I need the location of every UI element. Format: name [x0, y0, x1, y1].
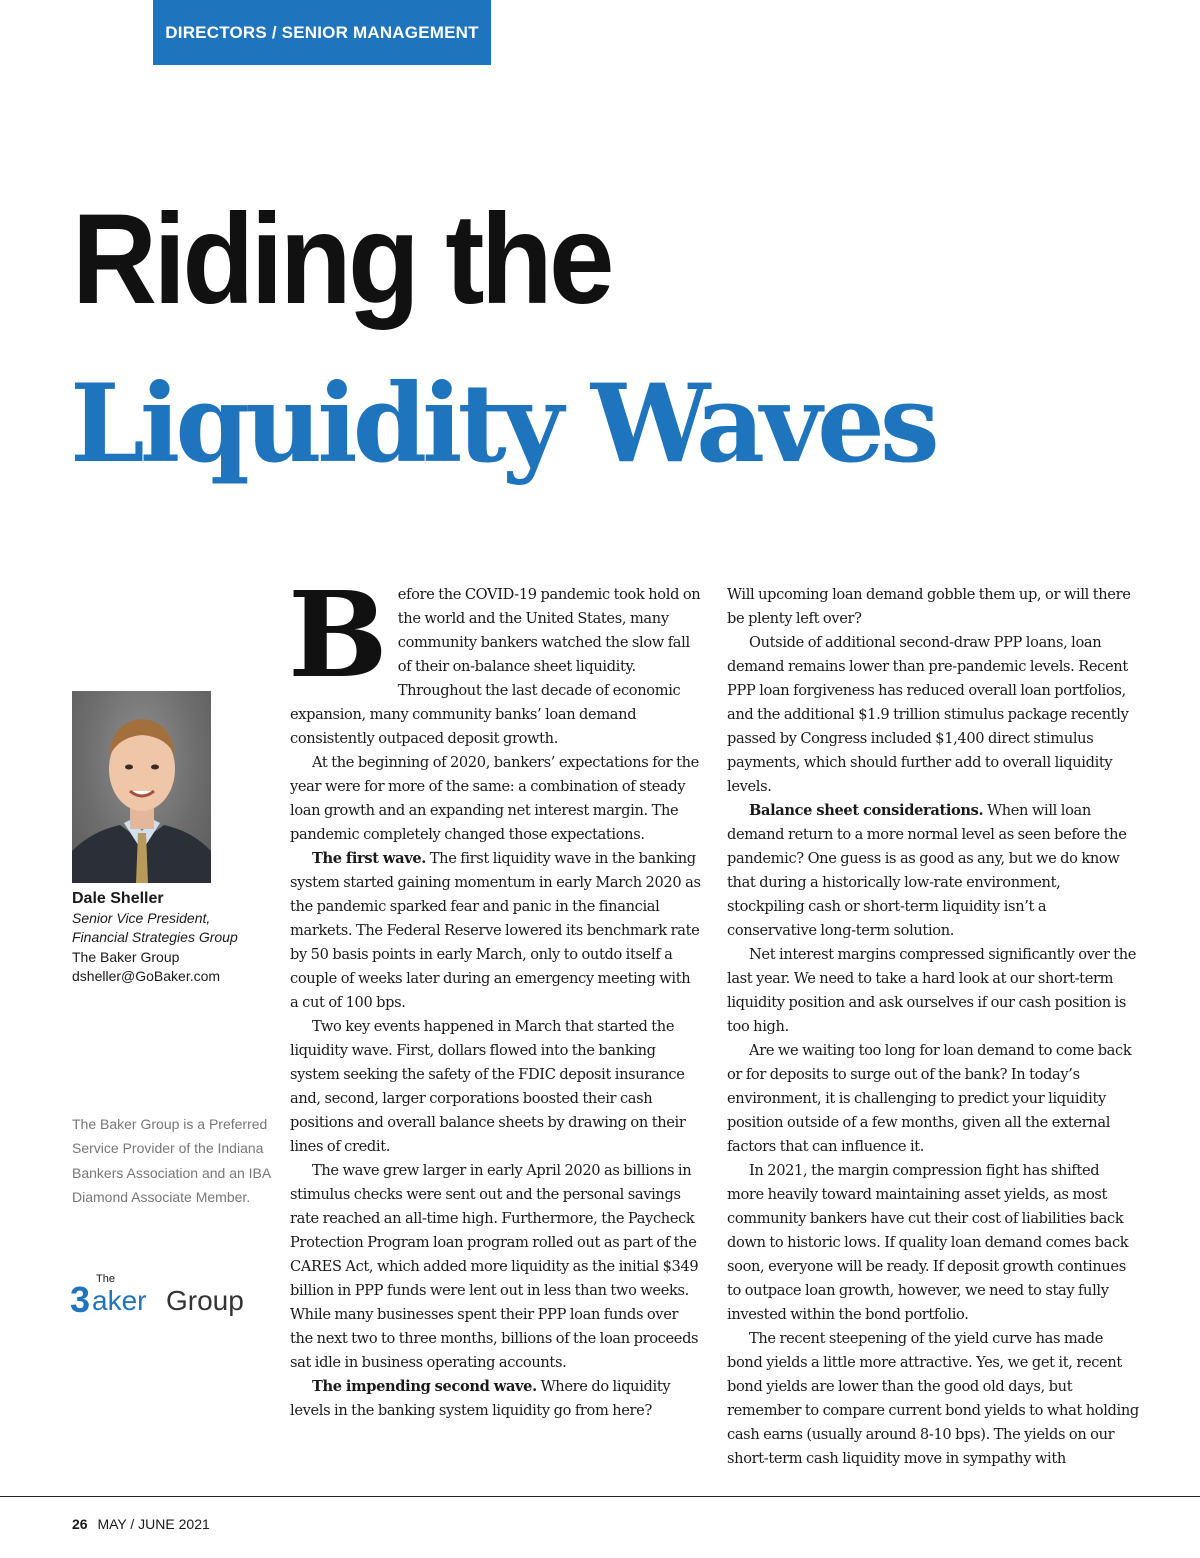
- author-name: Dale Sheller: [72, 890, 164, 907]
- page-number: 26: [72, 1516, 88, 1532]
- page-footer: [72, 1516, 210, 1532]
- headline-line-1: Riding the: [72, 188, 611, 331]
- paragraph-10: Net interest margins compressed significantly over the last year. We need to take a hard look at our short-term liquidity position and ask ourselves if our cash position is too high.: [727, 946, 1137, 1035]
- subhead-second-wave: The impending second wave.: [312, 1378, 537, 1395]
- paragraph-12: In 2021, the margin compression fight has shifted more heavily toward maintaining asset yields, as most community bankers have cut their cost of liabilities back down to historic lows. If quality loan demand comes back soon, everyone will be ready. If deposit growth continues to outpace loan growth, however, we need to stay fully invested within the bond portfolio.: [727, 1162, 1129, 1323]
- author-title-1: Senior Vice President,: [72, 909, 211, 926]
- svg-text:aker: aker: [92, 1285, 147, 1316]
- section-label: DIRECTORS / SENIOR MANAGEMENT: [153, 0, 491, 65]
- paragraph-7: Will upcoming loan demand gobble them up, or will there be plenty left over?: [727, 586, 1131, 627]
- article-column-2: [727, 583, 1139, 1471]
- article-column-1: [288, 565, 702, 1423]
- svg-text:Group: Group: [166, 1285, 244, 1316]
- paragraph-9: Balance sheet considerations. When will loan demand return to a more normal level as seen before the pandemic? One guess is as good as any, but we do know that during a historically low-rate environment, stockpiling cash or short-term liquidity isn’t a conservative long-term solution.: [727, 802, 1127, 939]
- paragraph-5: The wave grew larger in early April 2020 as billions in stimulus checks were sent out and the personal savings rate reached an all-time high. Furthermore, the Paycheck Protection Program loan program rolled out as part of the CARES Act, which added more liquidity as the initial $349 billion in PPP funds were lent out in less than two weeks. While many businesses spent their PPP loan funds over the next two to three months, billions of the loan proceeds sat idle in business operating accounts.: [290, 1162, 699, 1371]
- svg-text:The: The: [96, 1273, 115, 1285]
- author-title-2: Financial Strategies Group: [72, 929, 238, 945]
- author-photo: [72, 691, 211, 883]
- issue-date: MAY / JUNE 2021: [97, 1516, 210, 1532]
- footer-divider: [0, 1496, 1200, 1497]
- paragraph-4: Two key events happened in March that started the liquidity wave. First, dollars flowed into the banking system seeking the safety of the FDIC deposit insurance and, second, larger corporations boosted their cash positions and overall balance sheets by drawing on their lines of credit.: [290, 1018, 686, 1155]
- paragraph-13: The recent steepening of the yield curve has made bond yields a little more attractive. Yes, we get it, recent bond yields are lower than the good old days, but remember to compare current bond yields to what holding cash earns (usually around 8-10 bps). The yields on our short-term cash liquidity move in sympathy with: [727, 1330, 1139, 1467]
- subhead-first-wave: The first wave.: [312, 850, 426, 867]
- svg-text:3: 3: [70, 1279, 91, 1318]
- baker-group-logo: [70, 1270, 260, 1318]
- subhead-balance-sheet: Balance sheet considerations.: [749, 802, 984, 819]
- paragraph-2: At the beginning of 2020, bankers’ expectations for the year were for more of the same: a combination of steady loan growth and an expanding net interest margin. The pandemic completely changed those expectations.: [290, 754, 699, 843]
- paragraph-8: Outside of additional second-draw PPP loans, loan demand remains lower than pre-pandemic levels. Recent PPP loan forgiveness has reduced overall loan portfolios, and the additional $1.9 trillion stimulus package recently passed by Congress included $1,400 direct stimulus payments, which should further add to overall liquidity levels.: [727, 634, 1129, 795]
- drop-cap: B: [288, 565, 386, 704]
- paragraph-1: Before the COVID-19 pandemic took hold on the world and the United States, many community bankers watched the slow fall of their on-balance sheet liquidity. Throughout the last decade of economic expansion, many community banks’ loan demand consistently outpaced deposit growth.: [288, 565, 701, 747]
- author-email[interactable]: dsheller@GoBaker.com: [72, 968, 221, 984]
- author-company: The Baker Group: [72, 948, 180, 965]
- author-info: [72, 889, 272, 987]
- paragraph-11: Are we waiting too long for loan demand to come back or for deposits to surge out of the bank? In today’s environment, it is challenging to predict your liquidity position outside of a few months, given all the external factors that can influence it.: [727, 1042, 1132, 1155]
- headline-line-2: Liquidity Waves: [70, 361, 935, 487]
- paragraph-6: The impending second wave. Where do liquidity levels in the banking system liquidity go from here?: [290, 1378, 671, 1419]
- partner-note: The Baker Group is a Preferred Service Provider of the Indiana Bankers Association and an IBA Diamond Associate Member.: [72, 1116, 271, 1205]
- paragraph-3: The first wave. The first liquidity wave in the banking system started gaining momentum in early March 2020 as the pandemic sparked fear and panic in the financial markets. The Federal Reserve lowered its benchmark rate by 50 basis points in early March, only to outdo itself a couple of weeks later during an emergency meeting with a cut of 100 bps.: [290, 850, 701, 1011]
